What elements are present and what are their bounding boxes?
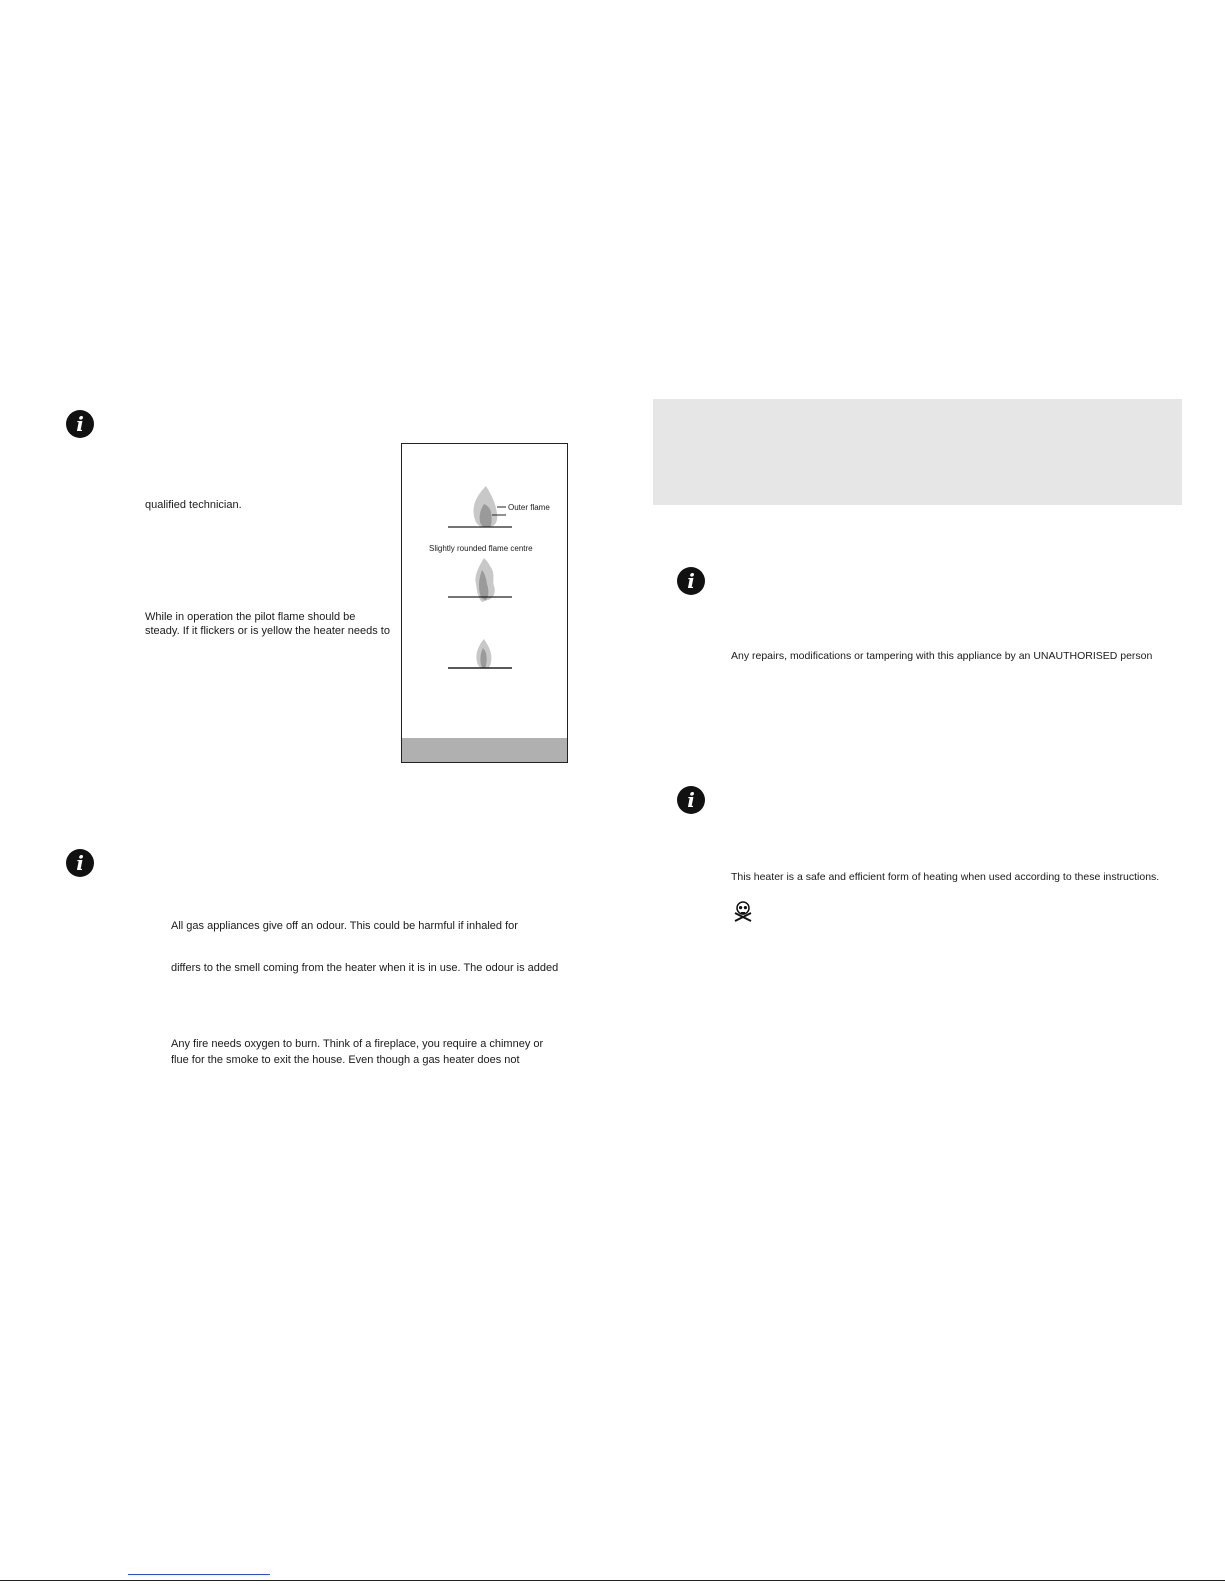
flame-flickering-illustration: [446, 556, 526, 606]
footer-link-underline[interactable]: [128, 1574, 270, 1575]
info-icon: i: [66, 849, 94, 877]
text-repairs-warning: Any repairs, modifications or tampering with this appliance by an UNAUTHORISED person: [731, 650, 1153, 662]
text-oxygen-line-2: flue for the smoke to exit the house. Even though a gas heater does not: [171, 1054, 520, 1066]
skull-crossbones-icon: [732, 900, 754, 922]
info-icon: i: [66, 410, 94, 438]
label-outer-flame: Outer flame: [508, 503, 550, 512]
info-icon: i: [677, 567, 705, 595]
footer-rule: [0, 1580, 1225, 1581]
text-pilot-line-1: While in operation the pilot flame should be: [145, 611, 356, 623]
text-qualified-technician: qualified technician.: [145, 499, 242, 511]
diagram-footer-bar: [402, 738, 567, 762]
text-odour-line-1: All gas appliances give off an odour. This could be harmful if inhaled for: [171, 920, 518, 932]
flame-diagram: [401, 443, 568, 763]
text-safe-heating: This heater is a safe and efficient form of heating when used according to these instructions.: [731, 871, 1160, 883]
section-header-banner: [653, 399, 1182, 505]
label-flame-centre: Slightly rounded flame centre: [429, 544, 533, 553]
info-icon: i: [677, 786, 705, 814]
text-pilot-line-2: steady. If it flickers or is yellow the heater needs to: [145, 625, 390, 637]
text-oxygen-line-1: Any fire needs oxygen to burn. Think of a fireplace, you require a chimney or: [171, 1038, 544, 1050]
text-odour-line-2: differs to the smell coming from the heater when it is in use. The odour is added: [171, 962, 559, 974]
flame-small-illustration: [446, 636, 526, 676]
